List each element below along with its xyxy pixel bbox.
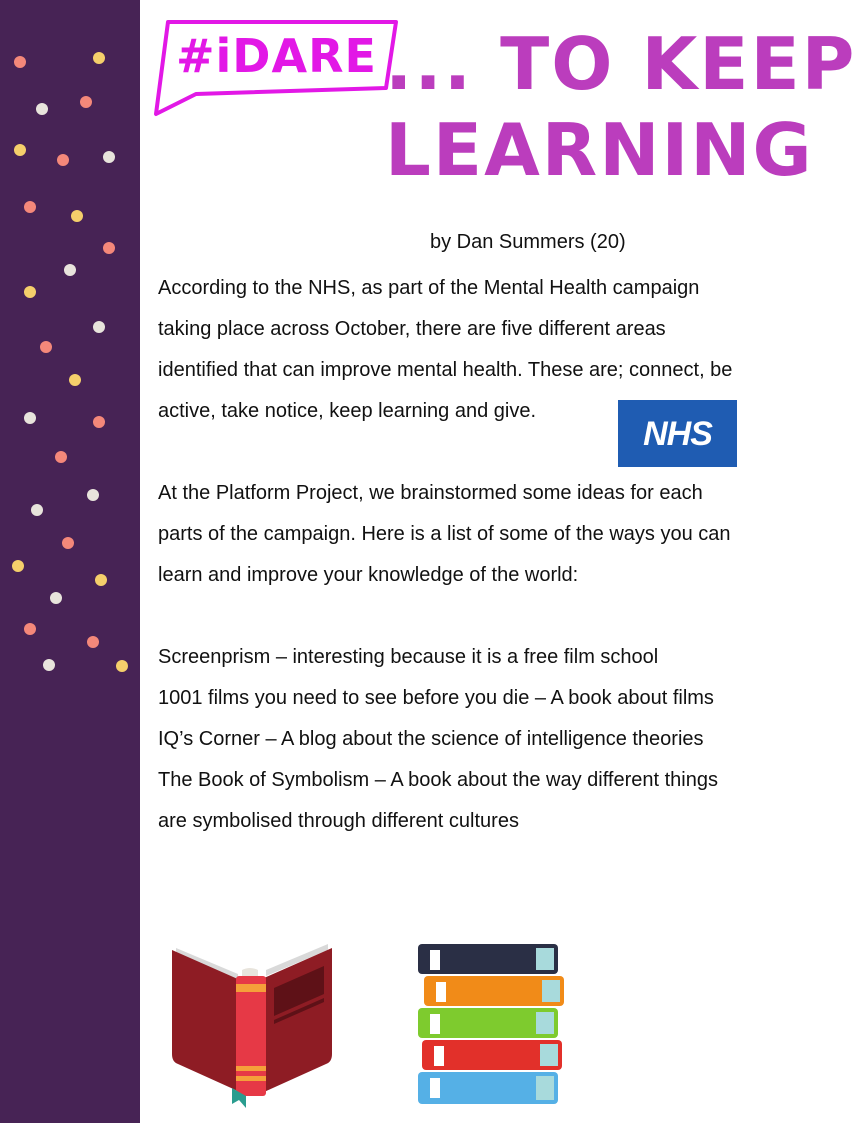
resource-list [158, 637, 748, 842]
headline-line-2: LEARNING [385, 108, 814, 192]
book-stack-icon [414, 942, 570, 1108]
idare-badge-text: #iDARE [176, 29, 377, 83]
confetti-dots [0, 0, 140, 1123]
list-item: 1001 films you need to see before you die – A book about films [158, 687, 714, 709]
nhs-logo [618, 400, 737, 467]
open-book-icon [168, 940, 336, 1110]
intro-paragraph: According to the NHS, as part of the Mental Health campaign taking place across October, there are five different areas identified that can improve mental health. These are; connect, be active, take notice, keep learning and give. [158, 277, 733, 422]
list-item: IQ’s Corner – A blog about the science of intelligence theories [158, 728, 704, 750]
headline-line-1: ... TO KEEP [385, 22, 856, 106]
nhs-logo-text: NHS [643, 415, 712, 453]
list-item: Screenprism – interesting because it is a free film school [158, 646, 659, 668]
decorative-sidebar [0, 0, 140, 1123]
platform-paragraph: At the Platform Project, we brainstormed some ideas for each parts of the campaign. Here is a list of some of the ways you can learn and improve your knowledge of the world: [158, 482, 731, 586]
author-byline: by Dan Summers (20) [430, 231, 626, 253]
list-item: The Book of Symbolism – A book about the way different things are symbolised through different cultures [158, 769, 718, 832]
